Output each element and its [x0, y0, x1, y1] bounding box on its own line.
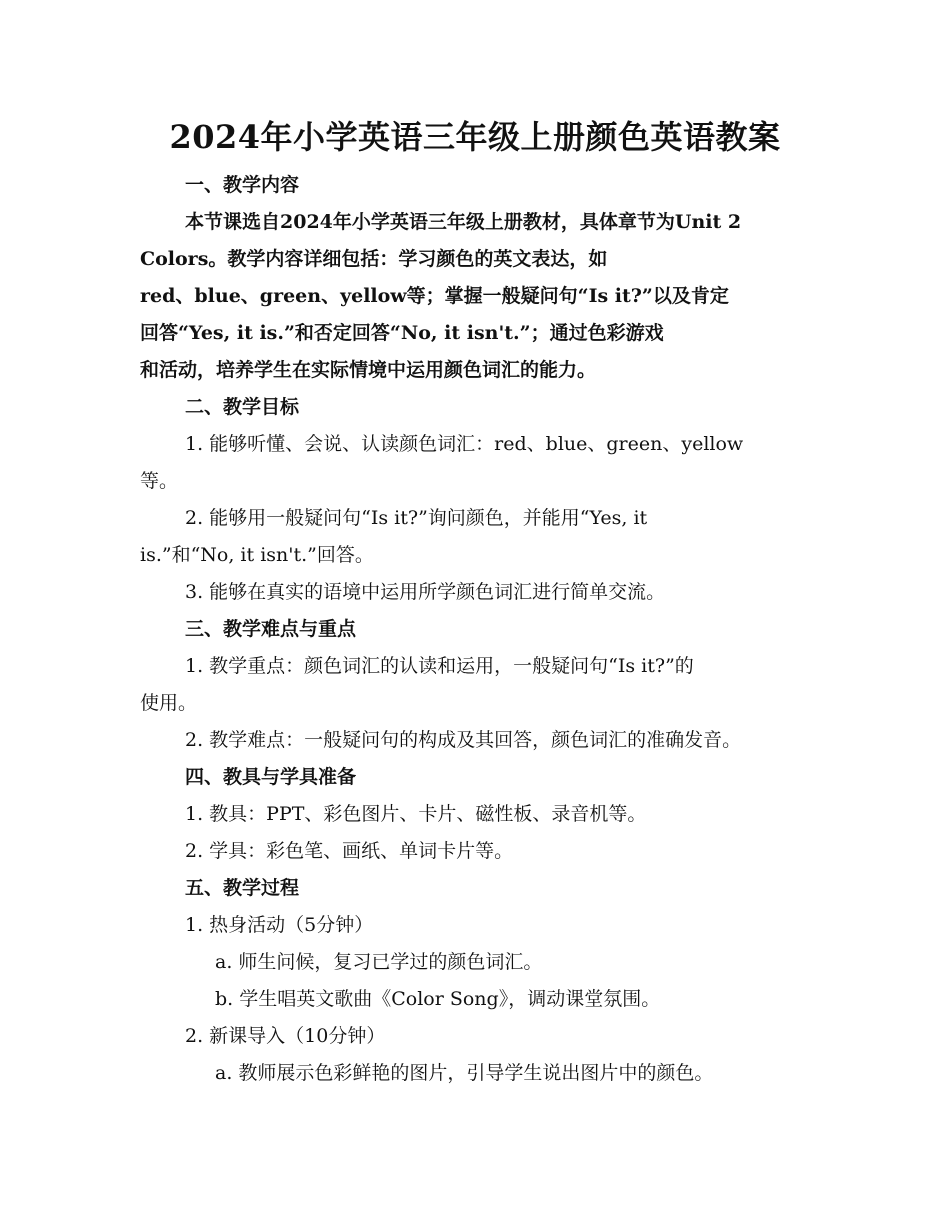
objective-item-continued: 等。: [140, 470, 179, 492]
content-paragraph-line: red、blue、green、yellow等；掌握一般疑问句“Is it?”以及肯定: [140, 285, 729, 307]
key-point-item-continued: 使用。: [140, 692, 198, 714]
objective-item: 3. 能够在真实的语境中运用所学颜色词汇进行简单交流。: [185, 581, 666, 603]
section-heading-process: 五、教学过程: [185, 877, 300, 899]
section-heading-materials: 四、教具与学具准备: [185, 766, 357, 788]
materials-item: 2. 学具：彩色笔、画纸、单词卡片等。: [185, 840, 514, 862]
objective-item: 2. 能够用一般疑问句“Is it?”询问颜色，并能用“Yes, it: [185, 507, 648, 529]
process-substep: b. 学生唱英文歌曲《Color Song》，调动课堂氛围。: [215, 988, 661, 1010]
process-step: 2. 新课导入（10分钟）: [185, 1025, 386, 1047]
process-step: 1. 热身活动（5分钟）: [185, 914, 374, 936]
materials-item: 1. 教具：PPT、彩色图片、卡片、磁性板、录音机等。: [185, 803, 647, 825]
process-substep: a. 教师展示色彩鲜艳的图片，引导学生说出图片中的颜色。: [215, 1062, 714, 1084]
document-title: 2024年小学英语三年级上册颜色英语教案: [169, 118, 781, 156]
content-paragraph-line: Colors。教学内容详细包括：学习颜色的英文表达，如: [140, 248, 608, 270]
objective-item-continued: is.”和“No, it isn't.”回答。: [140, 544, 374, 566]
section-heading-key-points: 三、教学难点与重点: [185, 618, 357, 640]
objective-item: 1. 能够听懂、会说、认读颜色词汇：red、blue、green、yellow: [185, 433, 744, 455]
process-substep: a. 师生问候，复习已学过的颜色词汇。: [215, 951, 543, 973]
key-point-item: 1. 教学重点：颜色词汇的认读和运用，一般疑问句“Is it?”的: [185, 655, 694, 677]
key-point-item: 2. 教学难点：一般疑问句的构成及其回答，颜色词汇的准确发音。: [185, 729, 742, 751]
section-heading-content: 一、教学内容: [185, 174, 300, 196]
section-heading-objectives: 二、教学目标: [185, 396, 300, 418]
content-paragraph-line: 回答“Yes, it is.”和否定回答“No, it isn't.”；通过色彩游戏: [140, 322, 664, 344]
content-paragraph-line: 本节课选自2024年小学英语三年级上册教材，具体章节为Unit 2: [185, 211, 742, 233]
content-paragraph-line: 和活动，培养学生在实际情境中运用颜色词汇的能力。: [140, 359, 597, 381]
